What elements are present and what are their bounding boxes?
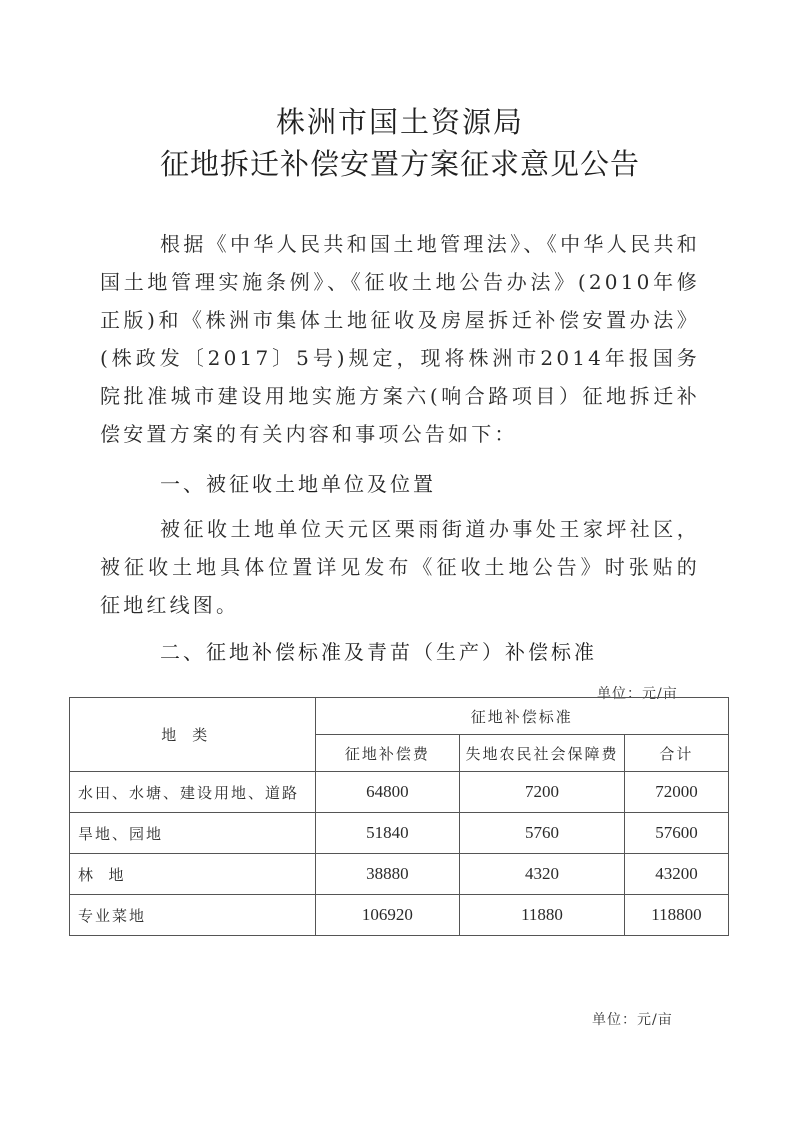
header-compensation-standard: 征地补偿标准 (315, 698, 728, 735)
social-security-cell: 7200 (460, 772, 625, 813)
compensation-cell: 38880 (315, 854, 460, 895)
unit-label: 单位：元/亩 (597, 686, 678, 702)
social-security-cell: 5760 (460, 813, 625, 854)
compensation-cell: 51840 (315, 813, 460, 854)
land-type-cell: 林 地 (70, 854, 316, 895)
section1-paragraph: 被征收土地单位天元区栗雨街道办事处王家坪社区，被征收土地具体位置详见发布《征收土地公告》时张贴的征地红线图。 (100, 517, 700, 617)
section2-heading: 二、征地补偿标准及青苗（生产）补偿标准 (160, 640, 597, 664)
compensation-table (69, 697, 729, 936)
total-cell: 72000 (624, 772, 728, 813)
table-row (70, 813, 729, 854)
table-row (70, 854, 729, 895)
total-cell: 43200 (624, 854, 728, 895)
social-security-cell: 11880 (460, 895, 625, 936)
header-land-type: 地类 (70, 698, 316, 772)
land-type-cell: 旱地、园地 (70, 813, 316, 854)
table-row (70, 772, 729, 813)
total-cell: 57600 (624, 813, 728, 854)
document-title-line2: 征地拆迁补偿安置方案征求意见公告 (159, 147, 640, 181)
table-header-row (70, 698, 729, 735)
header-social-security-fee: 失地农民社会保障费 (460, 735, 625, 772)
intro-paragraph: 根据《中华人民共和国土地管理法》、《中华人民共和国土地管理实施条例》、《征收土地公告办法》(2010年修正版)和《株洲市集体土地征收及房屋拆迁补偿安置办法》(株政发〔2017〕5号)规定，现将株洲市2014年报国务院批准城市建设用地实施方案六(响合路项目）征地拆迁补偿安置方案的有关内容和事项公告如下： (100, 232, 700, 446)
header-compensation-fee: 征地补偿费 (315, 735, 460, 772)
social-security-cell: 4320 (460, 854, 625, 895)
document-title-line1: 株洲市国土资源局 (275, 105, 524, 139)
land-type-cell: 水田、水塘、建设用地、道路 (70, 772, 316, 813)
compensation-cell: 64800 (315, 772, 460, 813)
header-total: 合计 (624, 735, 728, 772)
total-cell: 118800 (624, 895, 728, 936)
section1-heading: 一、被征收土地单位及位置 (160, 472, 436, 496)
table-row (70, 895, 729, 936)
land-type-cell: 专业菜地 (70, 895, 316, 936)
compensation-cell: 106920 (315, 895, 460, 936)
unit-label-bottom: 单位：元/亩 (592, 1012, 673, 1028)
